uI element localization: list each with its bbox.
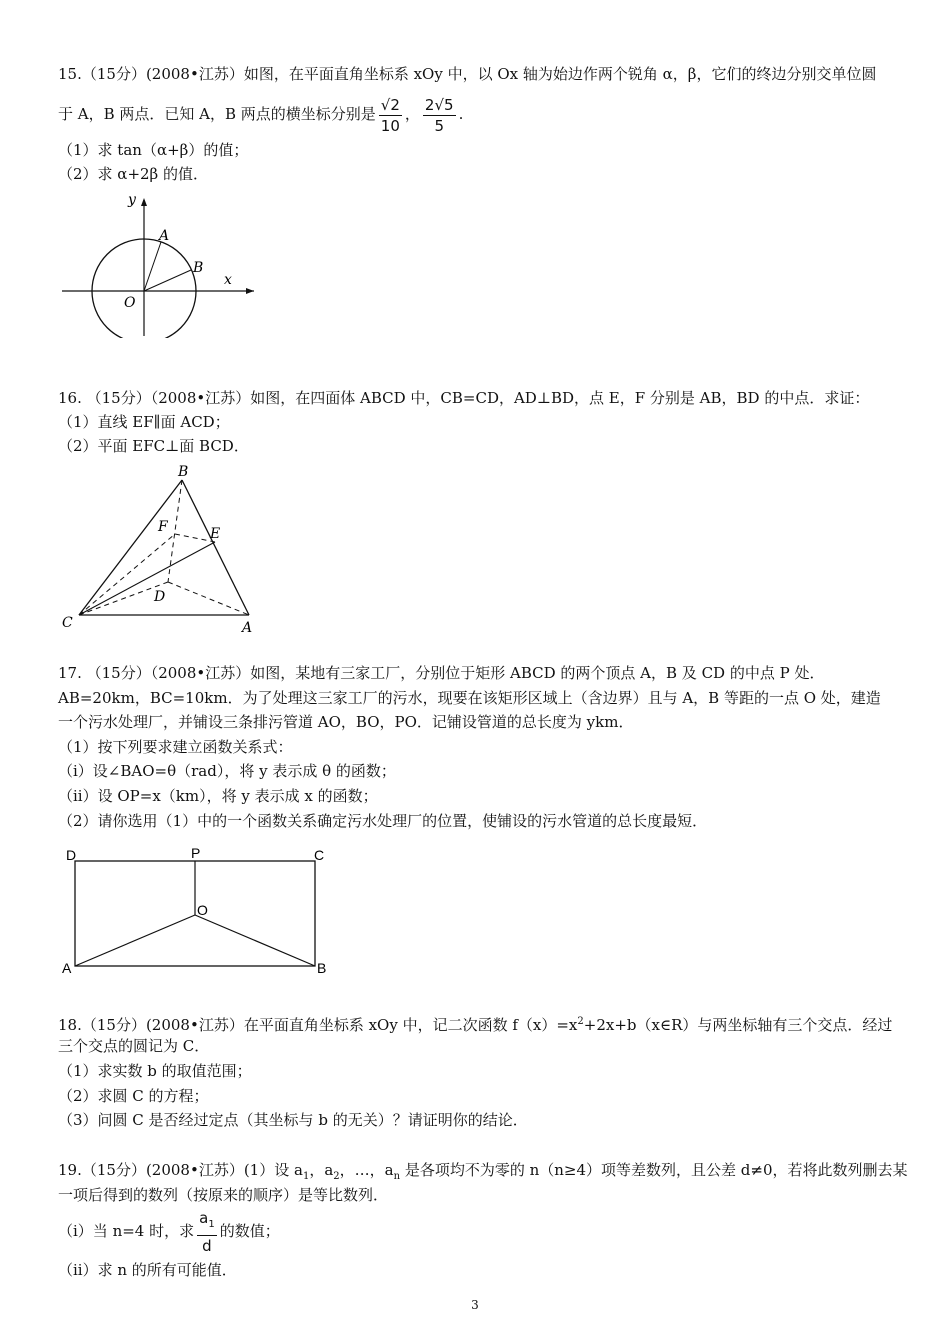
p19-line1b: 是各项均不为零的 n（n≥4）项等差数列，且公差 d≠0，若将此数列删去某 [400,1161,908,1179]
segment-ce [79,542,215,615]
label-p: P [191,845,201,861]
p19-comma-1: ，a [309,1161,334,1179]
label-x: x [224,272,232,288]
label-c: C [62,615,73,631]
p18-exponent: 2 [577,1016,584,1027]
p19-question-i [58,1208,280,1256]
p19-frac-num [197,1208,217,1236]
edge-da [168,582,249,615]
p19-fraction [197,1208,217,1256]
p15-frac1-num: √2 [380,95,400,114]
label-b: B [193,260,204,276]
label-o: O [124,295,136,311]
label-e: E [210,526,221,542]
ray-ob [144,270,191,291]
p15-line1: 15.（15分）(2008•江苏）如图，在平面直角坐标系 xOy 中，以 Ox 轴为始边作两个锐角 α，β，它们的终边分别交单位圆 [58,65,877,83]
p19-sub-n: n [393,1171,401,1182]
label-d: D [66,847,77,863]
p19-sub-1: 1 [302,1171,310,1182]
p15-line2: 于 A，B 两点．已知 A，B 两点的横坐标分别是 $\frac{√2}{10}$ ， $\frac{2√5}{5}$ . [58,95,464,135]
label-d: D [154,589,166,605]
p18-question-3: （3）问圆 C 是否经过定点（其坐标与 b 的无关）？请证明你的结论． [58,1111,528,1129]
p16-line1: 16. （15分）（2008•江苏）如图，在四面体 ABCD 中，CB=CD，AD⊥BD，点 E，F 分别是 AB，BD 的中点．求证： [58,389,870,407]
p19-line1a: 19.（15分）(2008•江苏）(1）设 a [58,1161,303,1179]
p15-question-2: （2）求 α+2β 的值． [58,165,208,183]
p18-line2: 三个交点的圆记为 C． [58,1037,210,1055]
pipe-ao [75,915,195,966]
label-a: A [62,960,72,976]
p17-question-1: （1）按下列要求建立函数关系式： [58,738,293,756]
p17-line3: 一个污水处理厂，并铺设三条排污管道 AO，BO，PO．记铺设管道的总长度为 ykm． [58,713,634,731]
p18-line1a: 18.（15分）(2008•江苏）在平面直角坐标系 xOy 中，记二次函数 f（x）=x [58,1016,578,1034]
p19-question-ii: （ii）求 n 的所有可能值． [58,1261,237,1279]
label-b: B [178,464,189,480]
p17-question-1i: （i）设∠BAO=θ（rad），将 y 表示成 θ 的函数； [58,762,396,780]
p15-frac2-num: 2√5 [424,95,454,114]
p16-tetrahedron-figure [58,462,268,637]
label-c: C [314,847,325,863]
label-a: A [242,620,253,636]
y-axis-arrow [141,198,147,206]
p19-sub-2: 2 [333,1171,340,1182]
p19-frac-den: d [202,1237,212,1255]
label-f: F [158,519,168,535]
p19-frac-num-sub: 1 [208,1219,215,1230]
pipe-bo [195,915,315,966]
edge-ba [182,480,249,615]
p17-question-2: （2）请你选用（1）中的一个函数关系确定污水处理厂的位置，使铺设的污水管道的总长度最短． [58,812,708,830]
label-o: O [197,902,208,918]
x-axis-arrow [246,288,254,294]
page-number: 3 [471,1298,479,1312]
p15-frac1-den: 10 [380,116,400,135]
ray-oa [144,242,161,291]
p18-line1b: +2x+b（x∈R）与两坐标轴有三个交点．经过 [583,1016,893,1034]
p15-line2b: . [458,105,464,123]
edge-cb [79,480,182,615]
p15-question-1: （1）求 tan（α+β）的值； [58,141,249,159]
label-b: B [317,960,327,976]
p16-question-1: （1）直线 EF∥面 ACD； [58,413,230,431]
p15-line2a: 于 A，B 两点．已知 A，B 两点的横坐标分别是 [58,105,376,123]
label-a: A [159,228,170,244]
p17-line2: AB=20km，BC=10km．为了处理这三家工厂的污水，现要在该矩形区域上（含边界）且与 A，B 等距的一点 O 处，建造 [58,689,881,707]
p19-line1 [58,1160,908,1187]
p17-line1: 17. （15分）（2008•江苏）如图，某地有三家工厂，分别位于矩形 ABCD 的两个顶点 A，B 及 CD 的中点 P 处． [58,664,825,682]
p17-question-1ii: （ii）设 OP=x（km），将 y 表示成 x 的函数； [58,787,378,805]
label-y: y [128,192,136,208]
p15-unit-circle-figure [58,188,258,338]
p19-frac-num-a: a [199,1209,209,1227]
p18-question-2: （2）求圆 C 的方程； [58,1087,209,1105]
p15-frac2-den: 5 [434,116,445,135]
p19-qi-b: 的数值； [219,1222,280,1240]
p19-comma-2: ，…，a [339,1161,394,1179]
p17-rectangle-figure [58,842,348,982]
p15-fraction-2 [423,95,456,136]
p19-line2: 一项后得到的数列（按原来的顺序）是等比数列． [58,1186,389,1204]
p19-qi-a: （i）当 n=4 时，求 [58,1222,195,1240]
p15-fraction-1 [379,95,402,136]
p16-question-2: （2）平面 EFC⊥面 BCD． [58,437,249,455]
p18-question-1: （1）求实数 b 的取值范围； [58,1062,252,1080]
p18-line1 [58,1012,892,1035]
